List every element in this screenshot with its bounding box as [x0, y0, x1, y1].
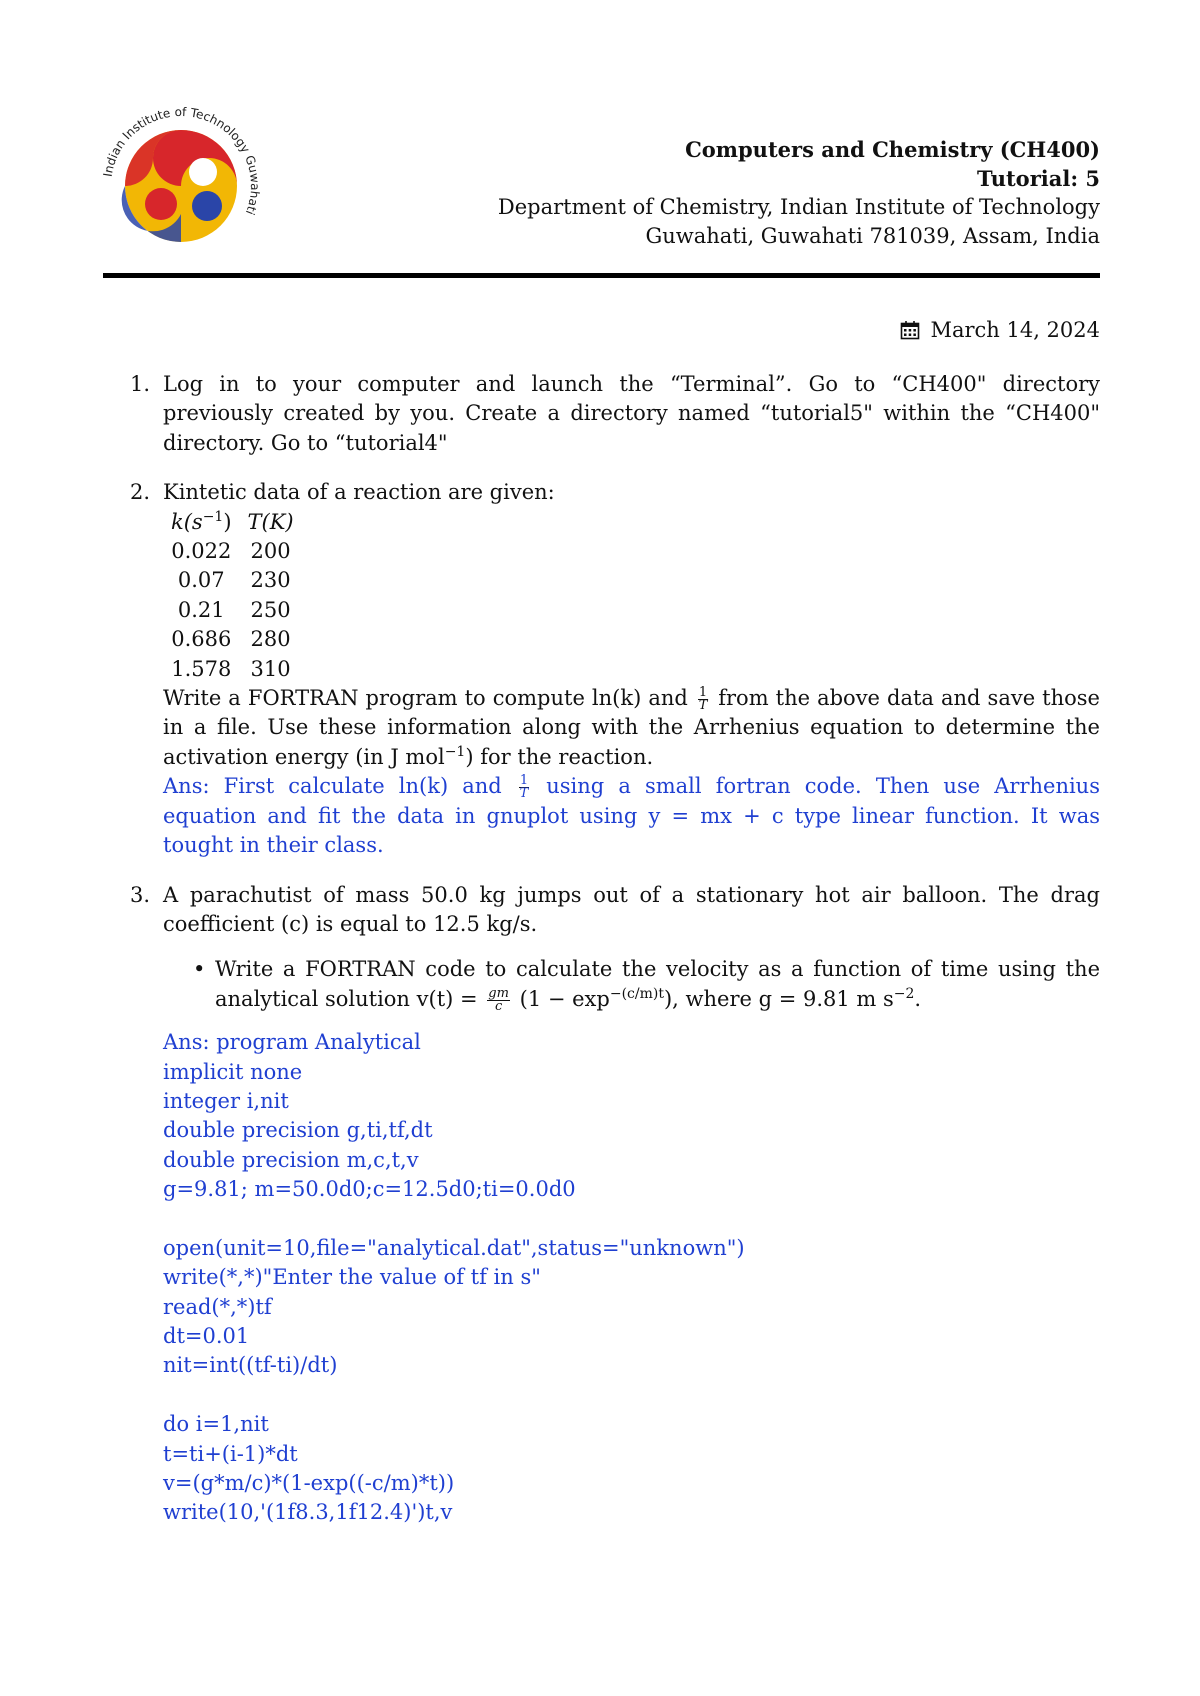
code-line: double precision m,c,t,v	[163, 1147, 419, 1172]
calendar-icon	[900, 320, 920, 340]
code-line	[163, 1381, 1100, 1410]
question-number: 1.	[130, 372, 151, 396]
code-line: Ans: program Analytical	[163, 1030, 421, 1055]
code-line: open(unit=10,file="analytical.dat",status="unknown")	[163, 1235, 745, 1260]
question-2	[130, 478, 1100, 860]
code-line: t=ti+(i-1)*dt	[163, 1441, 298, 1466]
tutorial-number: Tutorial: 5	[977, 166, 1100, 191]
table-row: 0.07 230	[177, 568, 291, 593]
logo-ring-text: Indian Institute of Technology Guwahati	[100, 104, 263, 217]
table-row: 0.686 280	[171, 627, 291, 652]
code-line: nit=int((tf-ti)/dt)	[163, 1353, 338, 1378]
table-row: 0.21 250	[177, 597, 291, 622]
code-answer	[163, 1028, 1100, 1528]
fraction-gm-over-c: $\frac{gm}{c}$	[488, 985, 509, 1014]
code-line: implicit none	[163, 1059, 303, 1084]
question-number: 2.	[130, 480, 151, 505]
question-3	[130, 881, 1100, 1528]
course-title: Computers and Chemistry (CH400)	[685, 137, 1100, 162]
question-text: Write a FORTRAN program to compute ln(k) and $\frac{1}{T}$ from the above data and save those in a file. Use these information along with the Arrhenius equation to determine the activation energy (in J mol$^{-1}$) for the reaction.	[163, 685, 1100, 769]
question-text: Log in to your computer and launch the “Terminal”. Go to “CH400" directory previously created by you. Create a directory named “tutorial5" within the “CH400" directory. Go to “tutorial4"	[163, 372, 1100, 455]
code-line: g=9.81; m=50.0d0;c=12.5d0;ti=0.0d0	[163, 1177, 576, 1202]
question-1	[130, 370, 1100, 458]
column-header-k: $k(s^{-1})$	[171, 508, 232, 534]
table-header-row	[171, 508, 310, 537]
question-text: A parachutist of mass 50.0 kg jumps out of a stationary hot air balloon. The drag coefficient (c) is equal to 12.5 kg/s.	[163, 882, 1100, 936]
kinetic-data-table	[171, 508, 310, 684]
answer-text: Ans: First calculate ln(k) and $\frac{1}{T}$ using a small fortran code. Then use Arrhenius equation and fit the data in gnuplot using y = mx + c type linear function. It was tought in their class.	[163, 773, 1100, 858]
question-intro: Kintetic data of a reaction are given:	[163, 480, 555, 505]
column-header-T: T(K)	[247, 509, 294, 534]
code-line: read(*,*)tf	[163, 1294, 272, 1319]
iit-guwahati-logo	[95, 100, 267, 272]
code-line: dt=0.01	[163, 1324, 250, 1349]
department-line: Department of Chemistry, Indian Institute of Technology	[497, 195, 1100, 219]
code-line: do i=1,nit	[163, 1412, 269, 1437]
fraction-one-over-T: $\frac{1}{T}$	[519, 773, 529, 802]
code-line	[163, 1204, 1100, 1233]
date-text: March 14, 2024	[930, 318, 1100, 342]
table-row: 0.022 200	[171, 539, 291, 564]
question-number: 3.	[130, 882, 151, 907]
code-line: integer i,nit	[163, 1088, 289, 1113]
question-list	[130, 370, 1100, 1528]
bullet-item: • Write a FORTRAN code to calculate the velocity as a function of time using the analytical solution v(t) = $\frac{gm}{c}$ $(1 - \exp^{-(c/m)t})$, where g = 9.81 m $s^{-2}$.	[193, 957, 1100, 1014]
code-line: write(10,'(1f8.3,1f12.4)')t,v	[163, 1500, 453, 1525]
bullet-marker: •	[193, 957, 206, 982]
header-rule	[103, 273, 1100, 278]
address-line: Guwahati, Guwahati 781039, Assam, India	[645, 224, 1100, 248]
date-line	[900, 318, 1100, 342]
code-line: write(*,*)"Enter the value of tf in s"	[163, 1265, 541, 1290]
fraction-one-over-T: $\frac{1}{T}$	[698, 685, 708, 714]
page-header	[498, 135, 1100, 251]
code-line: v=(g*m/c)*(1-exp((-c/m)*t))	[163, 1470, 455, 1495]
table-row: 1.578 310	[171, 656, 291, 681]
code-line: double precision g,ti,tf,dt	[163, 1118, 433, 1143]
